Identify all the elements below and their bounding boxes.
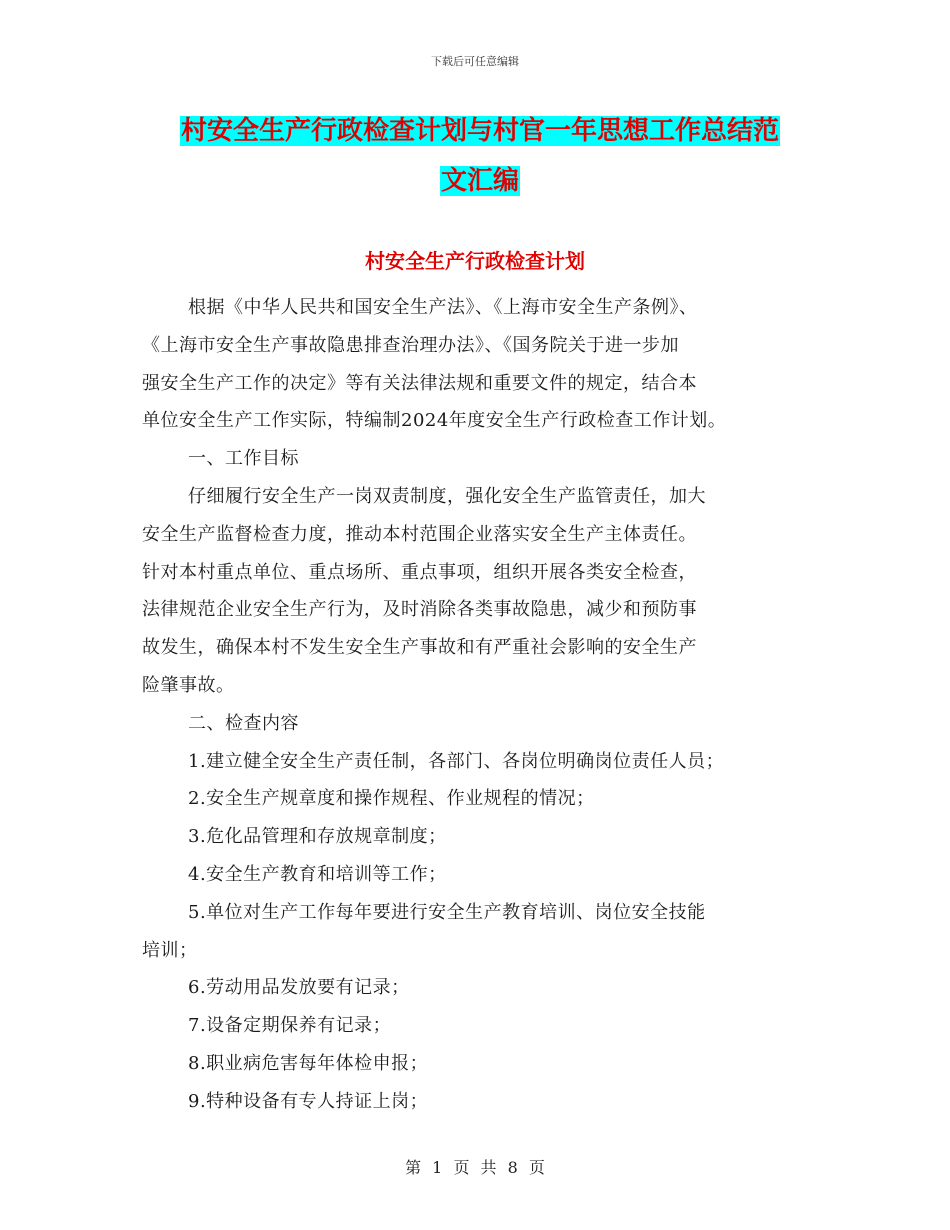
paragraph-line: 单位安全生产工作实际，特编制2024年度安全生产行政检查工作计划。 bbox=[142, 410, 727, 432]
page-footer: 第 1 页 共 8 页 bbox=[405, 1158, 545, 1177]
list-item: 8.职业病危害每年体检申报； bbox=[188, 1052, 429, 1074]
header-note: 下载后可任意编辑 bbox=[431, 55, 519, 68]
heading-work-goals: 一、工作目标 bbox=[188, 448, 299, 470]
paragraph-line: 《上海市安全生产事故隐患排查治理办法》、《国务院关于进一步加 bbox=[142, 334, 679, 356]
document-title-line-2: 文汇编 bbox=[440, 166, 519, 196]
paragraph-line: 安全生产监督检查力度，推动本村范围企业落实安全生产主体责任。 bbox=[142, 523, 697, 545]
list-item: 1.建立健全安全生产责任制，各部门、各岗位明确岗位责任人员； bbox=[188, 750, 725, 772]
list-item: 9.特种设备有专人持证上岗； bbox=[188, 1090, 429, 1112]
body-text bbox=[142, 289, 822, 1121]
heading-inspection-content: 二、检查内容 bbox=[188, 712, 299, 734]
list-item-continuation: 培训； bbox=[142, 939, 198, 961]
list-item: 4.安全生产教育和培训等工作； bbox=[188, 863, 447, 885]
paragraph-line: 法律规范企业安全生产行为，及时消除各类事故隐患，减少和预防事 bbox=[142, 599, 697, 621]
paragraph-line: 强安全生产工作的决定》等有关法律法规和重要文件的规定，结合本 bbox=[142, 372, 697, 394]
list-item: 3.危化品管理和存放规章制度； bbox=[188, 826, 447, 848]
paragraph-line: 针对本村重点单位、重点场所、重点事项，组织开展各类安全检查， bbox=[142, 561, 697, 583]
paragraph-line: 仔细履行安全生产一岗双责制度，强化安全生产监管责任，加大 bbox=[188, 485, 706, 507]
paragraph-line: 险肇事故。 bbox=[142, 674, 235, 696]
list-item: 2.安全生产规章度和操作规程、作业规程的情况； bbox=[188, 788, 595, 810]
paragraph-line: 根据《中华人民共和国安全生产法》、《上海市安全生产条例》、 bbox=[188, 297, 698, 318]
document-title-line-1: 村安全生产行政检查计划与村官一年思想工作总结范 bbox=[180, 116, 779, 146]
list-item: 5.单位对生产工作每年要进行安全生产教育培训、岗位安全技能 bbox=[188, 901, 706, 923]
list-item: 7.设备定期保养有记录； bbox=[188, 1015, 392, 1037]
section-title: 村安全生产行政检查计划 bbox=[365, 249, 585, 273]
list-item: 6.劳动用品发放要有记录； bbox=[188, 977, 410, 999]
paragraph-line: 故发生，确保本村不发生安全生产事故和有严重社会影响的安全生产 bbox=[142, 637, 697, 659]
document-title bbox=[140, 106, 820, 206]
